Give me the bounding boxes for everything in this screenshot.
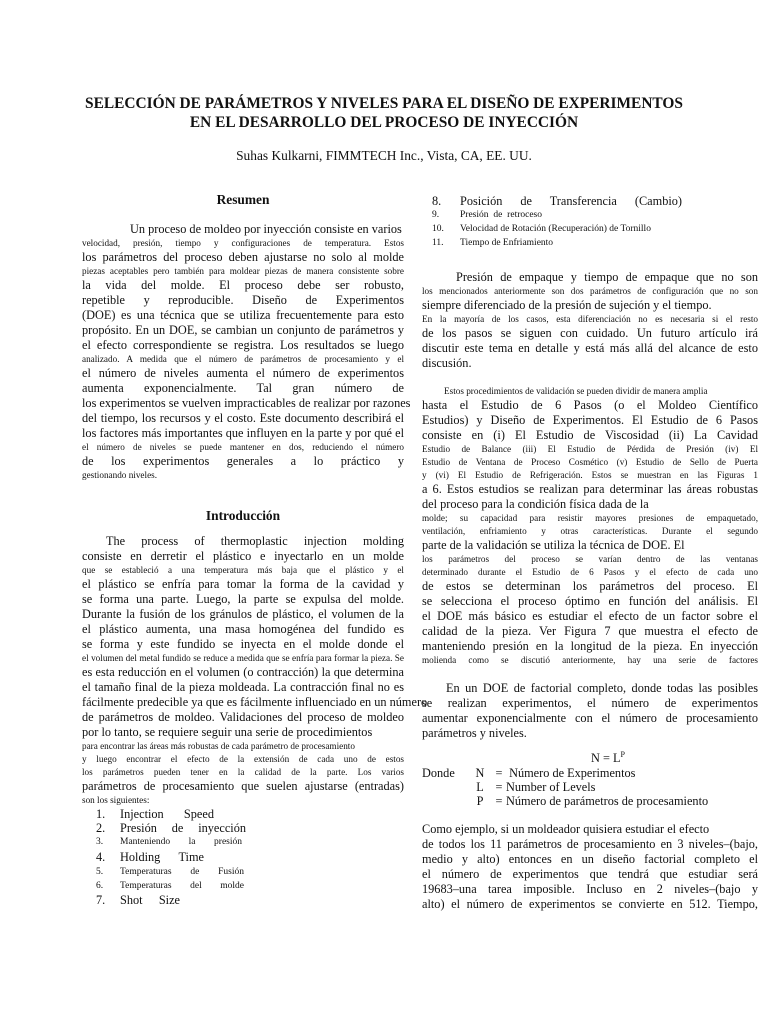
intro-line: The process of thermoplastic injection molding [106,534,404,548]
abstract-line: analizado. A medida que el número de parámetros de procesamiento y el [82,354,404,364]
body-line: y (vi) El Estudio de Refrigeración. Estos se muestran en las Figuras 1 [422,470,758,480]
abstract-line: piezas aceptables pero también para moldear piezas de manera consistente sobre [82,266,404,276]
list-number: 3. [96,837,104,847]
left-column [82,192,428,907]
intro-line: de parámetros de moldeo. Validaciones del proceso de moldeo [82,710,404,724]
title-line-2: EN EL DESARROLLO DEL PROCESO DE INYECCIÓN [189,114,579,131]
list-item [422,236,758,250]
abstract-line: los experimentos se vuelven impracticables de realizar por razones [82,396,411,410]
intro-line: parámetros de procesamiento que suelen ajustarse (entradas) [82,779,404,793]
body-line: a 6. Estos estudios se realizan para determinar las áreas robustas [422,482,758,496]
intro-line: consiste en derretir el plástico e inyectarlo en un molde [82,549,404,563]
validation-paragraph [422,385,758,667]
list-number: 8. [432,194,442,208]
intro-line: por lo tanto, se requiere seguir una serie de procedimientos [82,725,373,739]
list-item [82,821,404,835]
list-number: 2. [96,821,106,835]
list-text: Velocidad de Rotación (Recuperación) de Tornillo [460,224,651,234]
definition-var: L [476,780,484,795]
params-list-right [422,194,758,250]
donde-label: Donde [422,766,455,781]
abstract-line: del tiempo, los recursos y el costo. Este documento describirá el [82,411,404,425]
body-line: Estudio de Balance (iii) El Estudio de Pérdida de Presión (iv) El [422,444,758,454]
list-number: 7. [96,893,106,907]
body-line: Estudios) y Diseño de Experimentos. El Estudio de 6 Pasos [422,413,758,427]
list-item [82,865,404,879]
list-text: Temperaturas del molde [120,881,244,891]
abstract-line: la vida del molde. El proceso debe ser robusto, [82,278,404,292]
body-line: En un DOE de factorial completo, donde todas las posibles [446,681,758,695]
abstract-line: el número de niveles aumenta el número de experimentos [82,366,404,380]
abstract-line: el efecto correspondiente se registra. Los resultados se luego [82,338,404,352]
paper-title [40,94,728,132]
list-text: Temperaturas de Fusión [120,867,244,877]
list-text: Presión de inyección [120,821,246,835]
list-item [422,222,758,236]
body-line: determinado durante el Estudio de 6 Pasos y el efecto de cada uno [422,567,758,577]
definition-var: N [475,766,485,781]
intro-line: el volumen del metal fundido se reduce a medida que se enfría para formar la pieza. Se [82,653,404,663]
list-number: 1. [96,807,106,821]
body-line: Presión de empaque y tiempo de empaque que no son [456,270,758,284]
body-line: se realizan experimentos, el número de experimentos [422,696,758,710]
body-line: consiste en (i) El Estudio de Viscosidad (ii) La Cavidad [422,428,758,442]
intro-line: el tamaño final de la pieza moldeada. La contracción final no es [82,680,404,694]
list-item [422,208,758,222]
list-text: Manteniendo la presión [120,837,242,847]
body-line: medio y alto) entonces en un diseño factorial completo el [422,852,758,867]
list-text: Shot Size [120,893,180,907]
title-line-1: SELECCIÓN DE PARÁMETROS Y NIVELES PARA EL DISEÑO DE EXPERIMENTOS [85,95,683,112]
body-line: los parámetros del proceso se varían dentro de las ventanas [422,554,758,564]
intro-line: Durante la fusión de los gránulos de plástico, el volumen de la [82,607,404,621]
body-line: el número de experimentos que tendrá que estudiar será [422,867,758,882]
body-line: Estudio de Ventana de Proceso Cosmético (v) Estudio de Sello de Puerta [422,457,758,467]
abstract-line: repetible y reproducible. Diseño de Experimentos [82,293,404,307]
abstract-line: los factores más importantes que influyen en la parte y por qué el [82,426,404,440]
abstract-body [82,222,411,482]
body-line: discusión. [422,356,472,370]
definition-var: P [476,794,484,809]
intro-line: el plástico aumenta, una masa homogénea del fundido es [82,622,404,636]
body-line: parte de la validación se utiliza la técnica de DOE. El [422,538,685,552]
body-line: de estos se determinan los parámetros del proceso. El [422,579,758,593]
intro-line: y luego encontrar el efecto de la extensión de cada uno de estos [82,754,404,764]
body-line: ventilación, enfriamiento y otras características. Durante el segundo [422,526,758,536]
list-item [82,807,404,821]
body-line: manteniendo presión en la longitud de la pieza. En inyección [422,639,758,653]
body-line: discutir este tema en detalle y está más allá del alcance de esto [422,341,758,355]
abstract-line: Un proceso de moldeo por inyección consiste en varios [130,222,402,236]
intro-body [82,534,428,807]
list-text: Presión de retroceso [460,210,542,220]
abstract-line: de los experimentos generales a lo práctico y [82,454,404,468]
formula [458,747,758,766]
body-line: molde; su capacidad para resistir mayores presiones de empaquetado, [422,513,758,523]
list-number: 9. [432,210,440,220]
body-line: de todos los 11 parámetros de procesamiento en 3 niveles–(bajo, [422,837,758,852]
intro-line: es esta reducción en el volumen (o contracción) la que determina [82,665,404,679]
factorial-paragraph [422,681,758,741]
list-item [82,835,404,849]
body-line: se selecciona el proceso óptimo en función del análisis. El [422,594,758,608]
abstract-line: los parámetros del proceso deben ajustarse no solo al molde [82,250,404,264]
example-paragraph [422,822,758,912]
intro-line: son los siguientes: [82,795,150,805]
author-line: Suhas Kulkarni, FIMMTECH Inc., Vista, CA, EE. UU. [236,148,532,163]
abstract-line: gestionando niveles. [82,470,158,480]
list-item [422,194,758,208]
list-number: 4. [96,850,106,864]
body-line: los mencionados anteriormente son dos parámetros de configuración que no son [422,286,758,296]
list-item [82,893,404,907]
definition-text: Número de parámetros de procesamiento [506,794,709,809]
abstract-line: propósito. En un DOE, se cambian un conjunto de parámetros y [82,323,404,337]
body-line: hasta el Estudio de 6 Pasos (o el Moldeo Científico [422,398,758,412]
body-line: Como ejemplo, si un moldeador quisiera estudiar el efecto [422,822,710,837]
body-line: de los pasos se siguen con cuidado. Un futuro artículo irá [422,326,758,340]
list-text: Holding Time [120,850,204,864]
body-line: Estos procedimientos de validación se pueden dividir de manera amplia [444,386,708,396]
abstract-line: aumenta exponencialmente. Tal gran número de [82,381,404,395]
body-line: alto) el número de experimentos se convierte en 512. Tiempo, [422,897,758,912]
body-line: En la mayoría de los casos, esta diferenciación no es necesaria si el resto [422,314,758,324]
abstract-heading: Resumen [216,192,270,207]
list-number: 5. [96,867,104,877]
definition-text: Number of Levels [506,780,596,795]
list-text: Posición de Transferencia (Cambio) [460,194,682,208]
intro-line: se forma una parte. Luego, la parte se expulsa del molde. [82,592,404,606]
list-text: Tiempo de Enfriamiento [460,238,554,248]
list-number: 10. [432,224,444,234]
formula-lhs: N = L [591,751,621,766]
list-item [82,879,404,893]
right-column [422,194,758,912]
list-number: 11. [432,238,444,248]
definition-row: L = Number of Levels [422,780,758,794]
intro-heading: Introducción [205,508,281,523]
intro-line: los parámetros pueden tener en la calidad de la parte. Los varios [82,767,404,777]
formula-exponent: P [620,750,625,759]
intro-line: se forma y este fundido se inyecta en el molde donde el [82,637,404,651]
list-text: Injection Speed [120,807,214,821]
list-number: 6. [96,881,104,891]
params-list-left [82,807,404,907]
body-line: molienda como se discutió anteriormente, hay una serie de factores [422,655,758,665]
body-line: siempre diferenciado de la presión de sujeción y el tiempo. [422,298,712,312]
body-line: calidad de la pieza. Ver Figura 7 que muestra el efecto de [422,624,758,638]
list-item [82,849,404,865]
intro-line: para encontrar las áreas más robustas de cada parámetro de procesamiento [82,741,355,751]
pressure-paragraph [422,270,758,371]
definition-row: Donde N = Número de Experimentos [422,766,636,781]
body-line: del proceso para la condición física dada de la [422,497,649,511]
definitions-block [422,766,758,808]
intro-line: que se estableció a una temperatura más baja que el plástico y el [82,565,404,575]
body-line: aumentar exponencialmente con el número de procesamiento [422,711,758,725]
abstract-line: velocidad, presión, tiempo y configuraciones de temperatura. Estos [82,238,404,248]
abstract-line: el número de niveles se puede mantener en dos, reduciendo el número [82,442,404,452]
definition-row: P = Número de parámetros de procesamiento [422,794,758,808]
abstract-line: (DOE) es una técnica que se utiliza frecuentemente para esto [82,308,404,322]
definition-text: Número de Experimentos [509,766,636,781]
body-line: parámetros y niveles. [422,726,527,740]
intro-line: fácilmente predecible ya que es fácilmente influenciado en un número [82,695,428,709]
body-line: el DOE más básico es estudiar el efecto de un factor sobre el [422,609,758,623]
body-line: 19683–una tarea imposible. Incluso en 2 niveles–(bajo y [422,882,758,897]
intro-line: el plástico se enfría para tomar la forma de la cavidad y [82,577,404,591]
